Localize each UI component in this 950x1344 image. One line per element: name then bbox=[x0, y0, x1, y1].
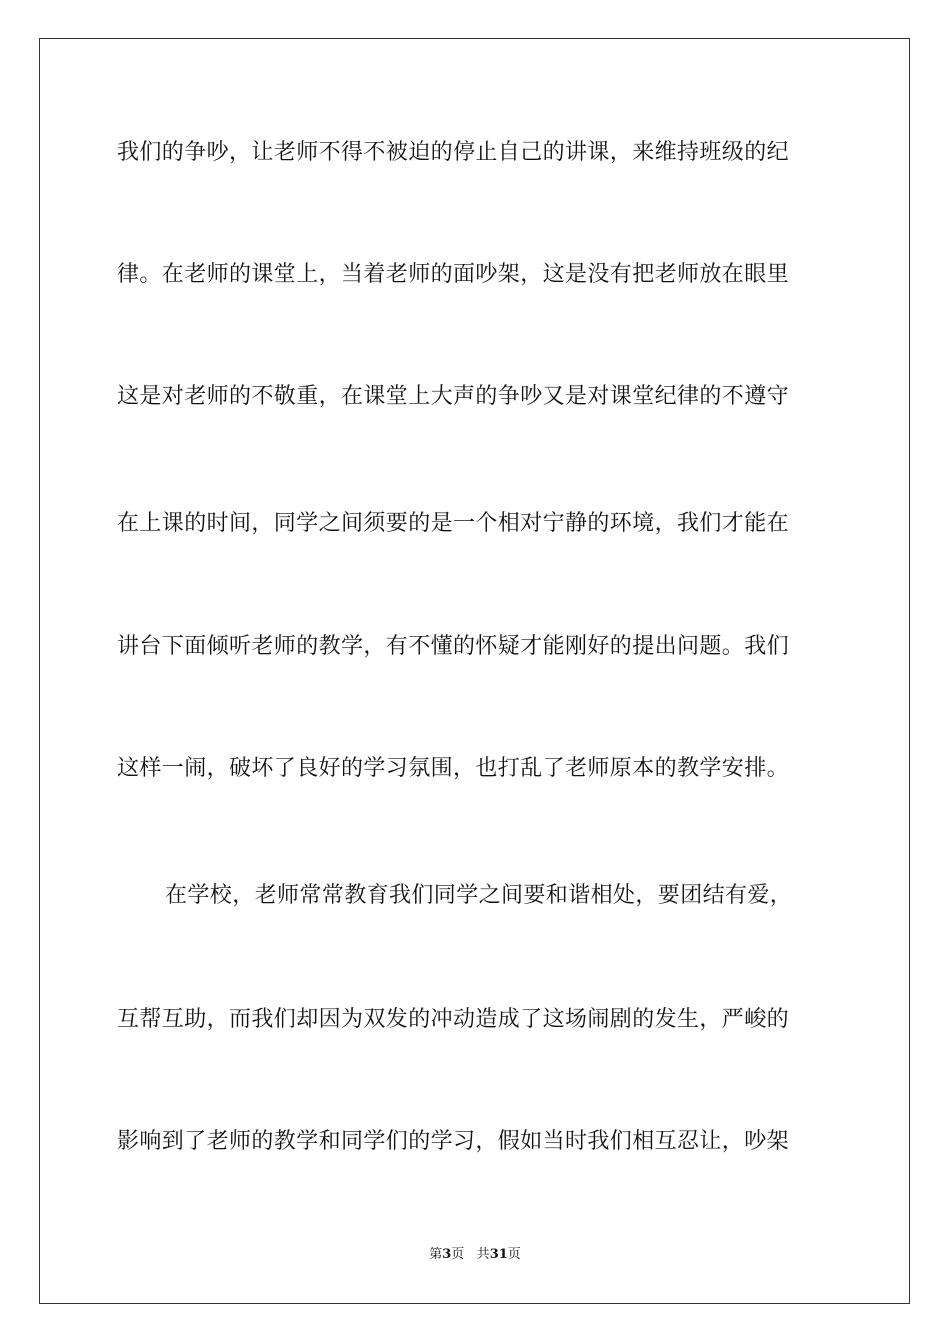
page-footer bbox=[0, 1246, 950, 1264]
text-line-2: 律。在老师的课堂上，当着老师的面吵架，这是没有把老师放在眼里 bbox=[117, 262, 790, 287]
text-line-8: 互帮互助，而我们却因为双发的冲动造成了这场闹剧的发生，严峻的 bbox=[117, 1007, 790, 1032]
text-line-9: 影响到了老师的教学和同学们的学习，假如当时我们相互忍让，吵架 bbox=[117, 1129, 790, 1154]
text-line-1: 我们的争吵，让老师不得不被迫的停止自己的讲课，来维持班级的纪 bbox=[117, 140, 790, 165]
footer-page-suffix: 页 bbox=[451, 1247, 465, 1262]
text-line-5: 讲台下面倾听老师的教学，有不懂的怀疑才能刚好的提出问题。我们 bbox=[117, 634, 790, 659]
page-border bbox=[39, 38, 910, 1304]
text-line-7-paragraph-start: 在学校，老师常常教育我们同学之间要和谐相处，要团结有爱， bbox=[165, 883, 793, 908]
text-line-4: 在上课的时间，同学之间须要的是一个相对宁静的环境，我们才能在 bbox=[117, 511, 790, 536]
footer-total-prefix: 共 bbox=[476, 1247, 490, 1262]
footer-total-pages: 31 bbox=[489, 1247, 508, 1262]
footer-page-prefix: 第 bbox=[429, 1247, 443, 1262]
text-line-3: 这是对老师的不敬重，在课堂上大声的争吵又是对课堂纪律的不遵守 bbox=[117, 384, 790, 409]
footer-page-number: 3 bbox=[442, 1247, 452, 1262]
footer-total-suffix: 页 bbox=[507, 1247, 521, 1262]
text-line-6: 这样一闹，破坏了良好的学习氛围，也打乱了老师原本的教学安排。 bbox=[117, 756, 790, 781]
